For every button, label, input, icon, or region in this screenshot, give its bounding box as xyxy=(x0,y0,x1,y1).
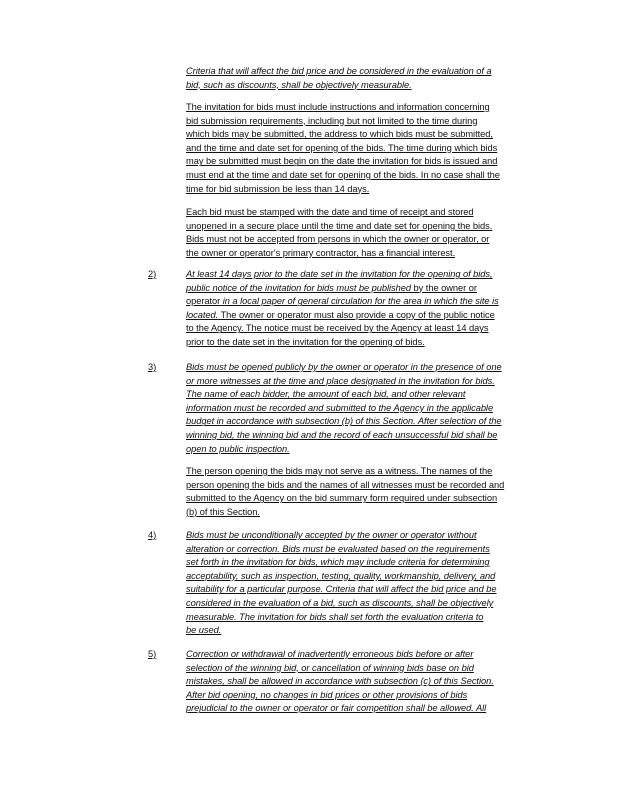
text-line: alteration or correction. Bids must be evaluated based on the requirements xyxy=(186,543,490,554)
text-line: open to public inspection. xyxy=(186,443,290,454)
text-run: prior to the date set in the invitation for the opening of bids. xyxy=(186,336,425,347)
text-line: must end at the time and date set for opening of the bids. In no case shall the xyxy=(186,169,500,180)
text-line: and the time and date set for opening of the bids. The time during which bids xyxy=(186,142,498,153)
text-line: information must be recorded and submitted to the Agency in the applicable xyxy=(186,402,494,413)
text-line: Each bid must be stamped with the date and time of receipt and stored xyxy=(186,207,474,217)
text-line: bid, such as discounts, shall be objectively measurable. xyxy=(186,79,412,90)
text-line: time for bid submission be less than 14 days. xyxy=(186,183,370,194)
text-line: bid submission requirements, including but not limited to the time during xyxy=(186,115,478,126)
text-line: measurable. The invitation for bids shall set forth the evaluation criteria to xyxy=(186,611,484,622)
text-run-italic: in a local paper of general circulation for the area in which the site is xyxy=(220,296,499,307)
text-line: acceptability, such as inspection, testing, quality, workmanship, delivery, and xyxy=(186,570,496,581)
text-line: mistakes, shall be allowed in accordance with subsection (c) of this Section. xyxy=(186,676,494,687)
paragraph-criteria-continuation xyxy=(186,65,548,92)
text-line: (b) of this Section. xyxy=(186,506,260,517)
text-line: Correction or withdrawal of inadvertently erroneous bids before or after xyxy=(186,649,474,659)
text-line: After bid opening, no changes in bid prices or other provisions of bids xyxy=(186,689,468,700)
text-line: suitability for a particular purpose. Criteria that will affect the bid price and be xyxy=(186,584,497,595)
text-line: selection of the winning bid, or cancellation of winning bids base on bid xyxy=(186,662,474,673)
text-line: Bids must be unconditionally accepted by the owner or operator without xyxy=(186,530,477,540)
text-line xyxy=(186,268,548,282)
text-run: to the Agency. The notice must be received by the Agency at least 14 days xyxy=(186,323,489,334)
text-line: budget in accordance with subsection (b) of this Section. After selection of the xyxy=(186,416,502,427)
paragraph-bid-stamping xyxy=(186,206,548,260)
text-run: The owner or operator must also provide a copy of the public notice xyxy=(218,309,495,320)
text-line: or more witnesses at the time and place designated in the invitation for bids. xyxy=(186,375,495,386)
text-run-italic: public notice of the invitation for bids must be published xyxy=(186,282,412,293)
paragraph-public-notice xyxy=(186,268,548,350)
text-line xyxy=(186,282,548,296)
item-number-label: 3) xyxy=(148,362,157,372)
text-line: The name of each bidder, the amount of each bid, and other relevant xyxy=(186,389,466,400)
text-run-italic: located. xyxy=(186,309,219,320)
text-line: which bids may be submitted, the address to which bids must be submitted, xyxy=(186,129,493,140)
text-line: may be submitted must begin on the date the invitation for bids is issued and xyxy=(186,156,498,167)
text-line xyxy=(186,336,548,350)
text-line: prejudicial to the owner or operator or fair competition shall be allowed. All xyxy=(186,703,487,714)
text-line: be used. xyxy=(186,625,222,636)
text-line: Bids must not be accepted from persons in which the owner or operator, or xyxy=(186,234,490,245)
item-number-label: 4) xyxy=(148,530,157,540)
item-number-label: 2) xyxy=(148,269,157,279)
text-line: submitted to the Agency on the bid summary form required under subsection xyxy=(186,493,498,504)
text-line: winning bid, the winning bid and the record of each unsuccessful bid shall be xyxy=(186,429,498,440)
item-number xyxy=(148,529,180,543)
text-run: by the owner or xyxy=(411,282,477,293)
text-line: considered in the evaluation of a bid, such as discounts, shall be objectively xyxy=(186,597,494,608)
text-run: operator xyxy=(186,296,221,307)
paragraph-bid-acceptance xyxy=(186,529,548,638)
text-line: The invitation for bids must include instructions and information concerning xyxy=(186,102,490,112)
text-line: the owner or operator's primary contractor, has a financial interest. xyxy=(186,247,456,258)
text-line: The person opening the bids may not serve as a witness. The names of the xyxy=(186,466,493,476)
text-line: unopened in a secure place until the time and date set for opening the bids. xyxy=(186,220,493,231)
paragraph-invitation-instructions xyxy=(186,101,548,196)
text-line: person opening the bids and the names of all witnesses must be recorded and xyxy=(186,479,505,490)
text-line xyxy=(186,295,548,309)
item-number xyxy=(148,648,180,662)
text-line xyxy=(186,322,548,336)
text-line: set forth in the invitation for bids, which may include criteria for determining xyxy=(186,557,490,568)
item-number xyxy=(148,361,180,375)
item-number-label: 5) xyxy=(148,649,157,659)
paragraph-witness-names xyxy=(186,465,548,519)
paragraph-bid-opening xyxy=(186,361,548,456)
text-line: Criteria that will affect the bid price and be considered in the evaluation of a xyxy=(186,66,492,76)
text-line: Bids must be opened publicly by the owner or operator in the presence of one xyxy=(186,362,502,372)
paragraph-bid-correction xyxy=(186,648,548,716)
text-run-italic: At least 14 days prior to the date set in the invitation for the opening of bids, xyxy=(186,269,493,279)
item-number xyxy=(148,268,180,282)
text-line xyxy=(186,309,548,323)
